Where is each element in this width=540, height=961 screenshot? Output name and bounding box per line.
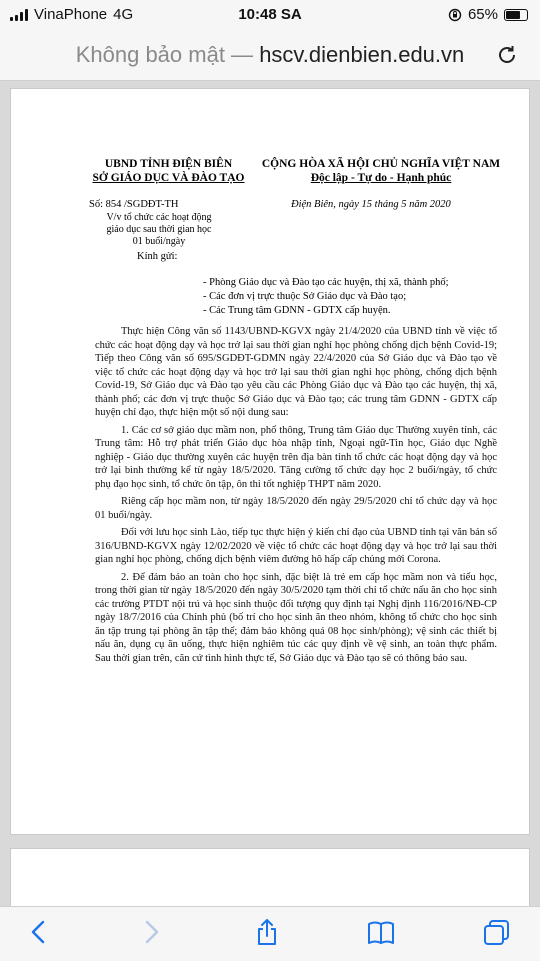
status-right	[448, 6, 528, 23]
orientation-lock-icon	[448, 8, 462, 22]
chevron-left-icon[interactable]	[24, 917, 54, 947]
reload-icon[interactable]	[494, 42, 520, 68]
country-name: CỘNG HÒA XÃ HỘI CHỦ NGHĨA VIỆT NAM	[261, 158, 501, 170]
security-label: Không bảo mật —	[75, 42, 254, 67]
national-motto	[251, 157, 511, 185]
browser-toolbar	[0, 906, 540, 961]
battery-percent: 65%	[467, 6, 498, 23]
greeting: Kính gửi:	[137, 251, 178, 262]
body-paragraph: Thực hiện Công văn số 1143/UBND-KGVX ngày 21/4/2020 của UBND tỉnh về việc tổ chức các hoạt động dạy và học trở lại sau thời gian nghỉ học phòng chống dịch bệnh Covid-19; Tiếp theo Công văn số 695/SGDĐT-GDMN ngày 22/4/2020 của Sở Giáo dục và Đào tạo về việc tổ chức các hoạt động dạy và học trở lại sau thời gian nghỉ học phòng, chống dịch bệnh Covid-19, Sở Giáo dục và Đào tạo yêu cầu các Phòng Giáo dục và Đào tạo các huyện, thị xã, thành phố; các đơn vị trực thuộc Sở Giáo dục và Đào tạo; các trung tâm GDNN - GDTX cấp huyện chỉ đạo, thực hiện một số nội dung sau:	[95, 326, 497, 418]
share-icon[interactable]	[252, 917, 282, 947]
subject-line: giáo dục sau thời gian học	[106, 224, 212, 235]
issuer-name: SỞ GIÁO DỤC VÀ ĐÀO TẠO	[92, 172, 245, 184]
network-type: 4G	[113, 6, 134, 23]
document-body	[95, 325, 497, 665]
carrier-name: VinaPhone	[34, 6, 108, 23]
body-paragraph: 2. Để đảm bảo an toàn cho học sinh, đặc biệt là trẻ em cấp học mầm non và tiểu học, trong thời gian từ ngày 18/5/2020 đến ngày 30/5/2020 tạm thời chỉ tổ chức nấu ăn cho học sinh các trường PTDT nội trú và học sinh thuộc đối tượng quy định tại Nghị định 116/2016/NĐ-CP ngày 18/7/2016 của Chính phủ (bố trí cho học sinh ăn theo nhóm, không tổ chức cho học sinh ăn tập trung tại phòng ăn tập thể; đảm bảo không quá 08 học sinh/phòng); vệ sinh các thiết bị nấu ăn, dụng cụ ăn uống, thực hiện nghiêm túc các quy định về vệ sinh, an toàn thực phẩm. Sau thời gian trên, căn cứ tình hình thực tế, Sở Giáo dục và Đào tạo sẽ có thông báo sau.	[95, 571, 497, 664]
motto: Độc lập - Tự do - Hạnh phúc	[310, 172, 452, 184]
document-number: Số: 854 /SGDĐT-TH	[89, 199, 179, 210]
document-subject	[89, 212, 229, 248]
chevron-right-icon[interactable]	[136, 917, 166, 947]
clock: 10:48 SA	[238, 6, 302, 23]
recipient-item: - Phòng Giáo dục và Đào tạo các huyện, thị xã, thành phố;	[203, 277, 449, 288]
issuer-parent: UBND TỈNH ĐIỆN BIÊN	[104, 158, 233, 170]
url-host: hscv.dienbien.edu.vn	[259, 42, 465, 67]
subject-line: 01 buổi/ngày	[132, 236, 186, 247]
issuer-block	[86, 157, 251, 185]
book-icon[interactable]	[366, 917, 396, 947]
body-paragraph: Riêng cấp học mầm non, từ ngày 18/5/2020 đến ngày 29/5/2020 chỉ tổ chức dạy và học 01 buổi/ngày.	[95, 496, 497, 521]
document-page	[10, 88, 530, 835]
battery-icon	[504, 9, 528, 21]
recipient-item: - Các Trung tâm GDNN - GDTX cấp huyện.	[203, 305, 391, 316]
tabs-icon[interactable]	[482, 917, 512, 947]
recipient-list	[203, 276, 449, 318]
status-bar	[0, 0, 540, 30]
document-date: Điện Biên, ngày 15 tháng 5 năm 2020	[291, 199, 451, 210]
recipient-item: - Các đơn vị trực thuộc Sở Giáo dục và Đào tạo;	[203, 291, 407, 302]
next-page	[10, 848, 530, 909]
subject-line: V/v tổ chức các hoạt động	[106, 212, 212, 223]
address-bar[interactable]	[0, 30, 540, 81]
body-paragraph: 1. Các cơ sở giáo dục mầm non, phổ thông, Trung tâm Giáo dục Thường xuyên tỉnh, các Trung tâm: Hỗ trợ phát triển Giáo dục hòa nhập tỉnh, Ngoại ngữ-Tin học, Giáo dục Nghề nghiệp - Giáo dục thường xuyên các huyện trên địa bàn tỉnh tổ chức các hoạt động dạy và học trở lại bình thường kể từ ngày 18/5/2020. Tăng cường tổ chức dạy học 2 buổi/ngày, tổ chức phụ đạo học sinh, tổ chức ôn tập, ôn thi tốt nghiệp THPT năm 2020.	[95, 424, 497, 490]
body-paragraph: Đối với lưu học sinh Lào, tiếp tục thực hiện ý kiến chỉ đạo của UBND tỉnh tại văn bản số 316/UBND-KGVX ngày 12/02/2020 về việc tổ chức các hoạt động dạy và học trở lại sau thời gian nghỉ học phòng, chống dịch bệnh viêm đường hô hấp cấp chủng mới Corona.	[95, 527, 497, 565]
url-display[interactable]	[0, 42, 540, 68]
